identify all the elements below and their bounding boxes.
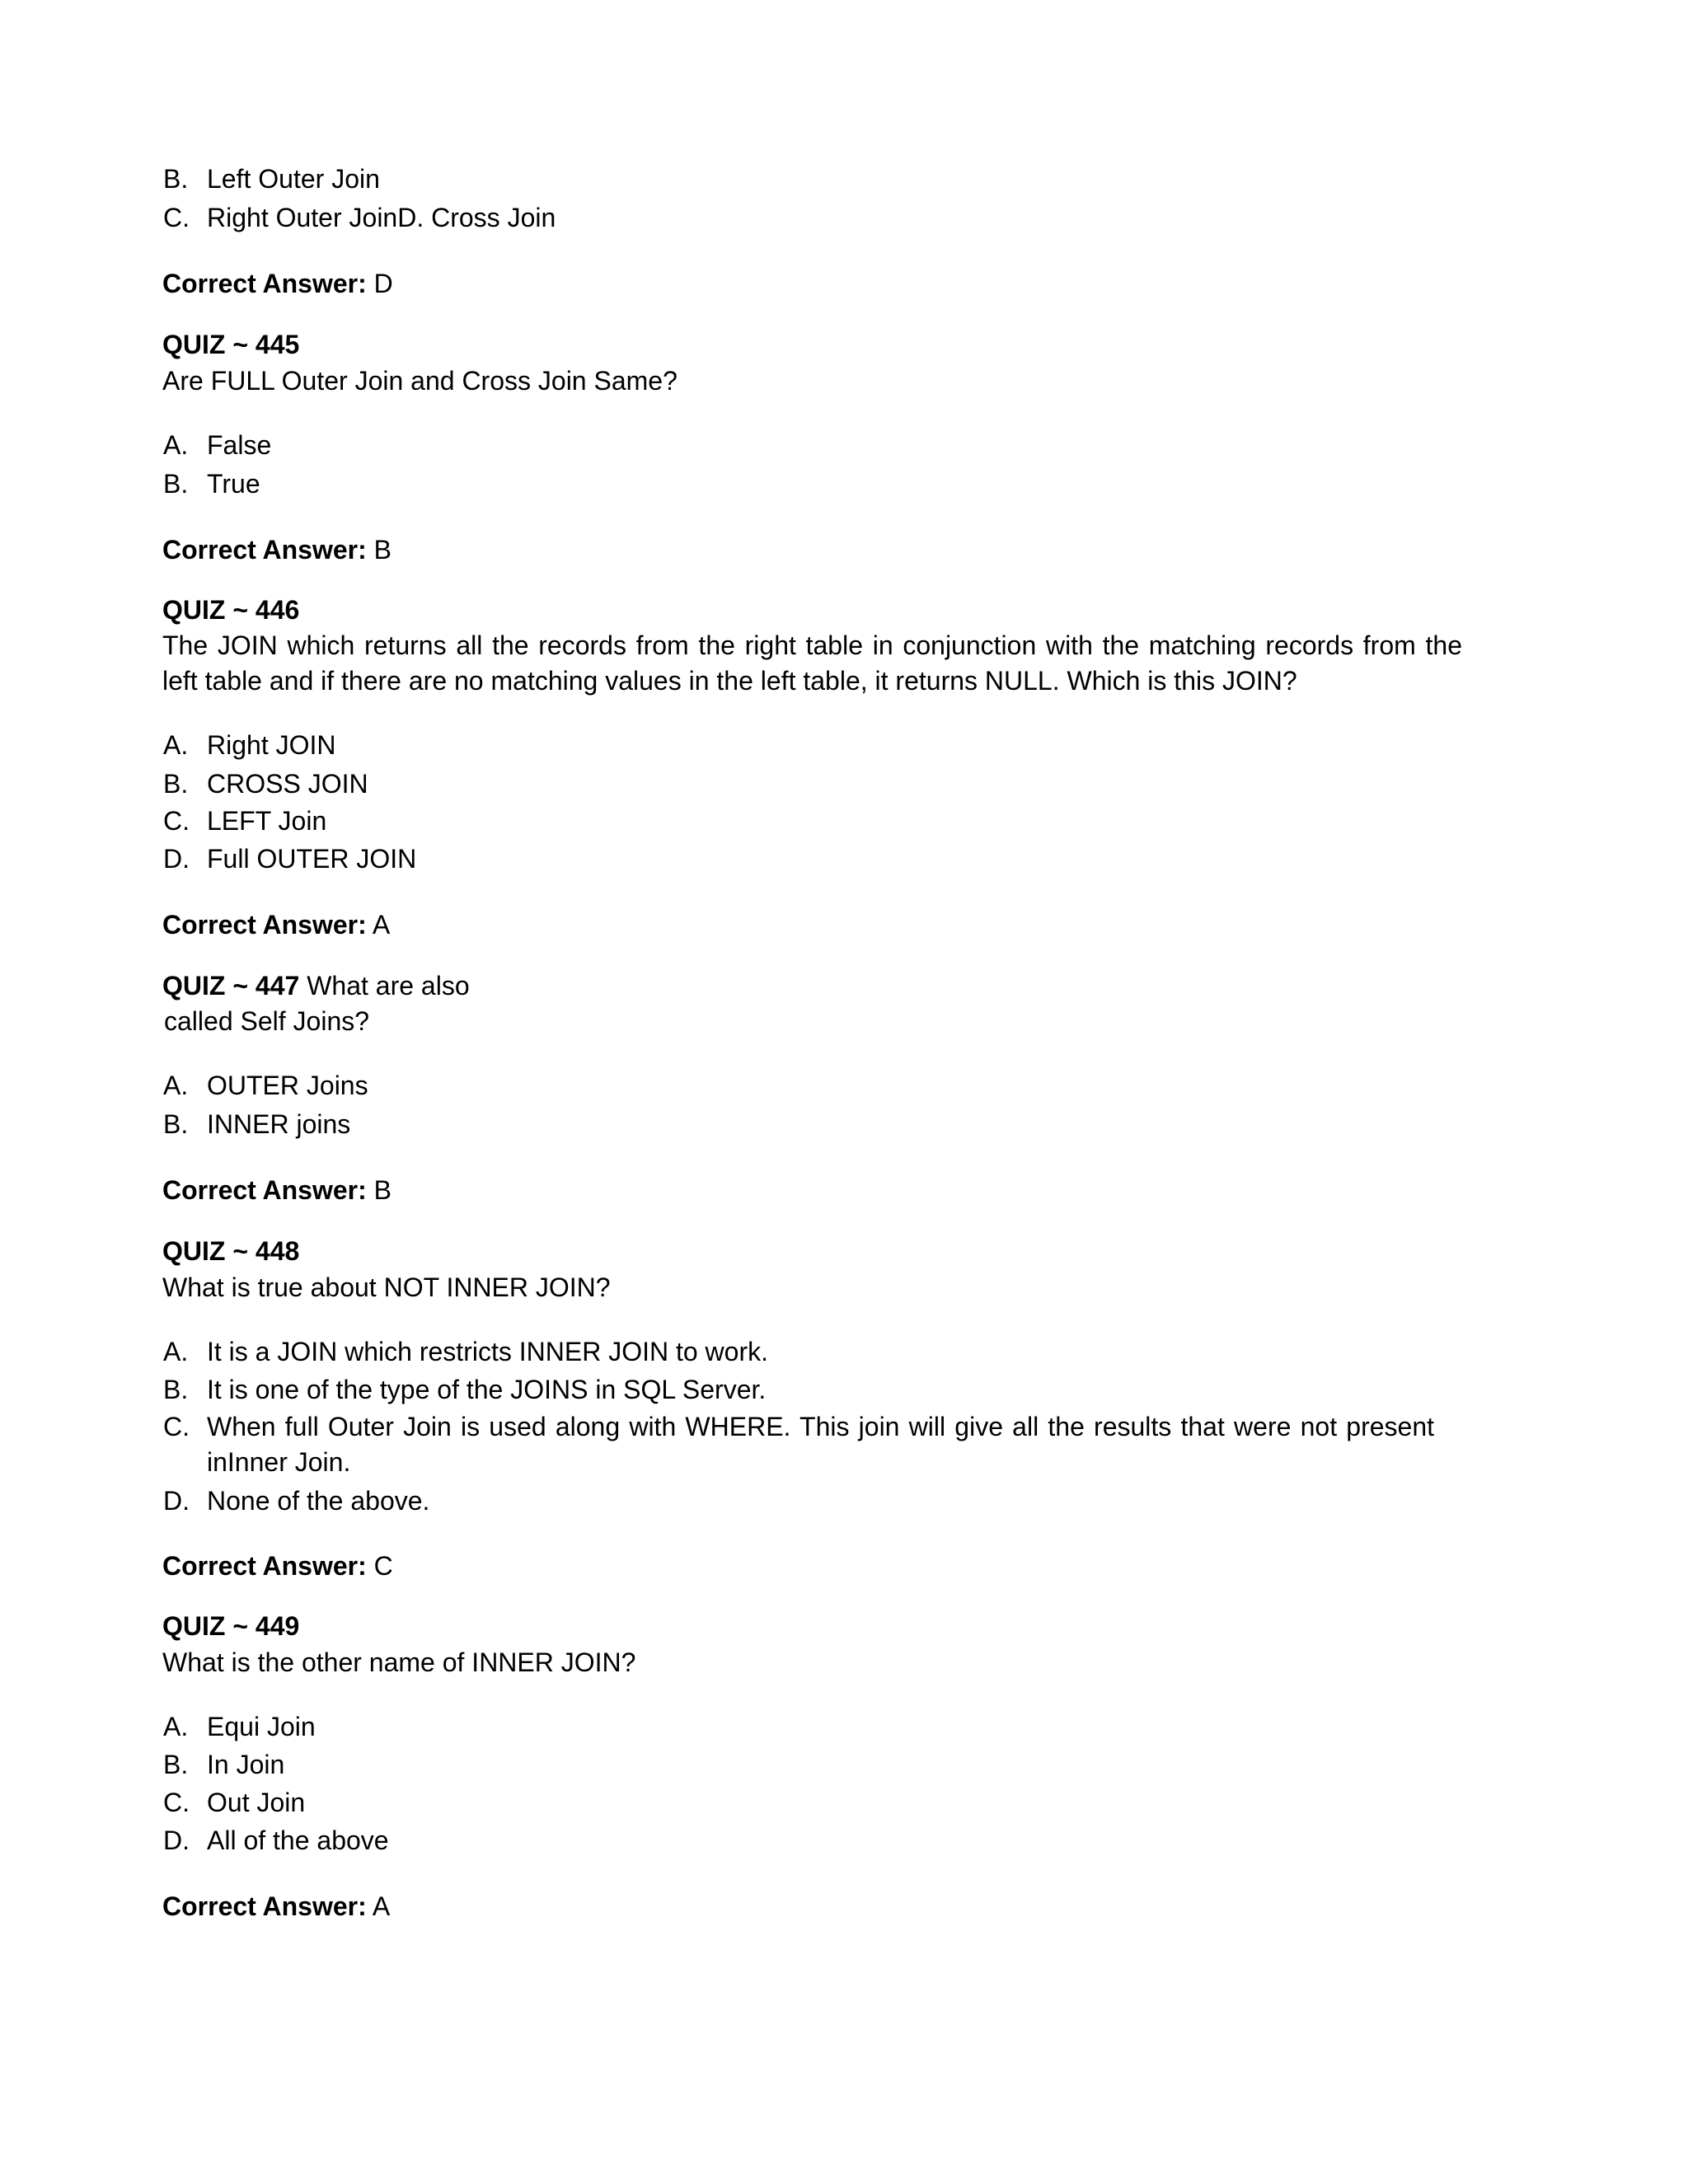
correct-answer-label: Correct Answer:	[162, 269, 367, 298]
correct-answer-label: Correct Answer:	[162, 535, 367, 565]
option-text: Full OUTER JOIN	[207, 844, 417, 874]
quiz-heading: QUIZ ~ 447	[162, 971, 300, 1001]
option-text: When full Outer Join is used along with WHERE. This join will give all the results that were not present	[207, 1412, 1434, 1441]
option-letter: C.	[163, 1788, 190, 1817]
quiz-heading: QUIZ ~ 449	[162, 1611, 300, 1641]
option-text: It is a JOIN which restricts INNER JOIN to work.	[207, 1337, 768, 1366]
quiz-heading: QUIZ ~ 446	[162, 595, 300, 625]
option-text: In Join	[207, 1750, 285, 1779]
option-letter: A.	[163, 430, 189, 460]
correct-answer-value: A	[372, 910, 391, 940]
correct-answer	[162, 1549, 393, 1582]
quiz-heading: QUIZ ~ 448	[162, 1236, 300, 1266]
correct-answer	[162, 908, 390, 941]
option-text: Equi Join	[207, 1712, 316, 1741]
correct-answer	[162, 533, 392, 566]
option-text: Right JOIN	[207, 730, 336, 760]
option-letter: A.	[163, 1071, 189, 1100]
question-text: called Self Joins?	[164, 1006, 370, 1036]
correct-answer-label: Correct Answer:	[162, 1551, 367, 1581]
option-text: Out Join	[207, 1788, 306, 1817]
option-letter: D.	[163, 1486, 190, 1516]
option-text: LEFT Join	[207, 806, 327, 836]
option-letter: B.	[163, 1109, 189, 1139]
option-letter: C.	[163, 1412, 190, 1441]
option-text: None of the above.	[207, 1486, 430, 1516]
correct-answer-label: Correct Answer:	[162, 910, 367, 940]
option-letter: B.	[163, 469, 189, 499]
correct-answer-value: B	[373, 535, 392, 565]
option-letter: B.	[163, 164, 189, 194]
option-letter: B.	[163, 1750, 189, 1779]
option-letter: A.	[163, 730, 189, 760]
option-text: INNER joins	[207, 1109, 351, 1139]
question-text: Are FULL Outer Join and Cross Join Same?	[162, 366, 678, 396]
question-text: What is the other name of INNER JOIN?	[162, 1647, 636, 1677]
correct-answer-value: C	[373, 1551, 393, 1581]
option-text: OUTER Joins	[207, 1071, 368, 1100]
quiz-heading-line	[162, 969, 470, 1002]
option-letter: D.	[163, 1825, 190, 1855]
correct-answer	[162, 1890, 390, 1923]
quiz-heading: QUIZ ~ 445	[162, 330, 300, 359]
correct-answer-label: Correct Answer:	[162, 1175, 367, 1205]
option-text: False	[207, 430, 272, 460]
option-letter: D.	[163, 844, 190, 874]
option-letter: B.	[163, 769, 189, 799]
option-text: CROSS JOIN	[207, 769, 368, 799]
correct-answer	[162, 267, 393, 300]
option-text: It is one of the type of the JOINS in SQL Server.	[207, 1375, 767, 1404]
option-letter: A.	[163, 1712, 189, 1741]
question-text: The JOIN which returns all the records from the right table in conjunction with the matching records from the	[162, 630, 1462, 660]
correct-answer-value: B	[373, 1175, 392, 1205]
correct-answer-value: A	[372, 1891, 391, 1921]
option-text: True	[207, 469, 260, 499]
question-text: left table and if there are no matching values in the left table, it returns NULL. Which is this JOIN?	[162, 666, 1297, 696]
option-text: All of the above	[207, 1825, 389, 1855]
option-letter: C.	[163, 203, 190, 232]
option-letter: A.	[163, 1337, 189, 1366]
option-letter: B.	[163, 1375, 189, 1404]
question-text: What are also	[299, 971, 470, 1001]
correct-answer-value: D	[373, 269, 393, 298]
question-text: What is true about NOT INNER JOIN?	[162, 1272, 611, 1302]
correct-answer-label: Correct Answer:	[162, 1891, 367, 1921]
correct-answer	[162, 1174, 392, 1207]
option-text: Right Outer JoinD. Cross Join	[207, 203, 556, 232]
option-text-continued: inInner Join.	[207, 1447, 351, 1477]
option-letter: C.	[163, 806, 190, 836]
option-text: Left Outer Join	[207, 164, 380, 194]
